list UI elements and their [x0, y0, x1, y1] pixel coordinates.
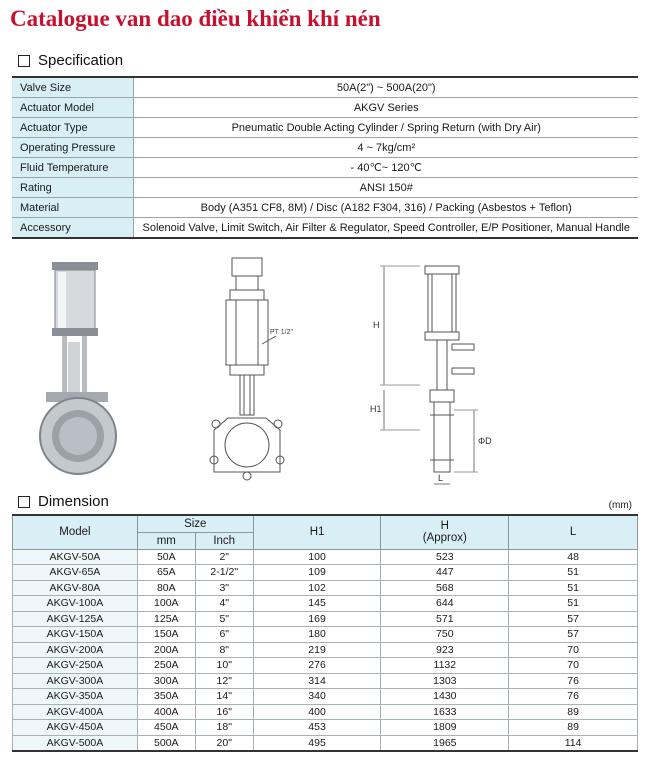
cell-h: 1633 — [381, 704, 509, 720]
cell-h1: 495 — [253, 735, 381, 751]
port-label: PT 1/2" — [270, 329, 293, 336]
cell-inch: 12" — [195, 673, 253, 689]
spec-value: AKGV Series — [134, 98, 638, 118]
spec-label: Actuator Model — [12, 98, 134, 118]
cell-mm: 350A — [137, 689, 195, 705]
table-row — [13, 658, 638, 674]
table-row — [13, 704, 638, 720]
cell-h: 447 — [381, 565, 509, 581]
cell-mm: 80A — [137, 580, 195, 596]
cell-mm: 450A — [137, 720, 195, 736]
spec-value: Body (A351 CF8, 8M) / Disc (A182 F304, 316) / Packing (Asbestos + Teflon) — [134, 198, 638, 218]
table-row — [13, 596, 638, 612]
cell-l: 70 — [509, 658, 638, 674]
cell-model: AKGV-50A — [13, 549, 138, 565]
cell-mm: 250A — [137, 658, 195, 674]
cell-h: 1809 — [381, 720, 509, 736]
cell-inch: 5" — [195, 611, 253, 627]
cell-inch: 8" — [195, 642, 253, 658]
col-header-mm: mm — [137, 532, 195, 549]
col-header-inch: Inch — [195, 532, 253, 549]
dimension-heading — [18, 493, 109, 510]
cell-h1: 219 — [253, 642, 381, 658]
dim-l-label: L — [438, 473, 444, 483]
col-header-h — [381, 515, 509, 549]
cell-l: 51 — [509, 596, 638, 612]
spec-label: Valve Size — [12, 77, 134, 98]
spec-row — [12, 158, 638, 178]
cell-h: 571 — [381, 611, 509, 627]
cell-l: 89 — [509, 704, 638, 720]
col-header-size: Size — [137, 515, 253, 532]
table-row — [13, 735, 638, 751]
spec-row — [12, 77, 638, 98]
cell-inch: 2-1/2" — [195, 565, 253, 581]
cell-model: AKGV-100A — [13, 596, 138, 612]
page-title: Catalogue van dao điều khiển khí nén — [10, 6, 381, 31]
cell-inch: 14" — [195, 689, 253, 705]
cell-inch: 3" — [195, 580, 253, 596]
spec-label: Rating — [12, 178, 134, 198]
cell-mm: 300A — [137, 673, 195, 689]
cell-mm: 200A — [137, 642, 195, 658]
table-row — [13, 642, 638, 658]
cell-model: AKGV-125A — [13, 611, 138, 627]
dimension-heading-label: Dimension — [38, 493, 109, 510]
cell-inch: 16" — [195, 704, 253, 720]
cell-inch: 20" — [195, 735, 253, 751]
cell-inch: 10" — [195, 658, 253, 674]
cell-l: 89 — [509, 720, 638, 736]
dimension-table — [12, 514, 638, 752]
spec-value: - 40℃~ 120℃ — [134, 158, 638, 178]
cell-inch: 18" — [195, 720, 253, 736]
cell-model: AKGV-450A — [13, 720, 138, 736]
spec-row — [12, 218, 638, 239]
cell-h: 1965 — [381, 735, 509, 751]
cell-h1: 109 — [253, 565, 381, 581]
cell-l: 51 — [509, 565, 638, 581]
cell-model: AKGV-400A — [13, 704, 138, 720]
table-row — [13, 673, 638, 689]
cell-mm: 150A — [137, 627, 195, 643]
col-header-h1: H1 — [253, 515, 381, 549]
table-row — [13, 565, 638, 581]
cell-h: 644 — [381, 596, 509, 612]
valve-front-drawing — [380, 266, 478, 484]
cell-inch: 2" — [195, 549, 253, 565]
spec-value: Pneumatic Double Acting Cylinder / Spring Return (with Dry Air) — [134, 118, 638, 138]
cell-h1: 145 — [253, 596, 381, 612]
cell-model: AKGV-80A — [13, 580, 138, 596]
cell-h: 568 — [381, 580, 509, 596]
cell-l: 114 — [509, 735, 638, 751]
spec-value: Solenoid Valve, Limit Switch, Air Filter & Regulator, Speed Controller, E/P Positioner, Manual Handle — [134, 218, 638, 239]
spec-label: Material — [12, 198, 134, 218]
cell-h1: 400 — [253, 704, 381, 720]
cell-l: 76 — [509, 673, 638, 689]
cell-h: 750 — [381, 627, 509, 643]
table-row — [13, 580, 638, 596]
cell-model: AKGV-350A — [13, 689, 138, 705]
cell-h: 1132 — [381, 658, 509, 674]
specification-heading — [18, 52, 123, 69]
cell-model: AKGV-200A — [13, 642, 138, 658]
cell-mm: 125A — [137, 611, 195, 627]
spec-value: 4 ~ 7kg/cm² — [134, 138, 638, 158]
dim-h-label: H — [373, 320, 380, 330]
cell-mm: 65A — [137, 565, 195, 581]
checkbox-square-icon — [18, 55, 30, 67]
cell-h1: 453 — [253, 720, 381, 736]
cell-mm: 50A — [137, 549, 195, 565]
cell-l: 70 — [509, 642, 638, 658]
col-header-model: Model — [13, 515, 138, 549]
spec-row — [12, 98, 638, 118]
cell-mm: 100A — [137, 596, 195, 612]
spec-row — [12, 138, 638, 158]
cell-model: AKGV-300A — [13, 673, 138, 689]
specification-table — [12, 76, 638, 239]
spec-row — [12, 198, 638, 218]
cell-h1: 180 — [253, 627, 381, 643]
spec-value: ANSI 150# — [134, 178, 638, 198]
cell-model: AKGV-65A — [13, 565, 138, 581]
cell-mm: 400A — [137, 704, 195, 720]
cell-h1: 100 — [253, 549, 381, 565]
spec-label: Actuator Type — [12, 118, 134, 138]
cell-l: 57 — [509, 611, 638, 627]
cell-h1: 314 — [253, 673, 381, 689]
valve-drawings — [0, 240, 650, 490]
spec-label: Operating Pressure — [12, 138, 134, 158]
dim-d-label: ΦD — [478, 436, 492, 446]
cell-h1: 169 — [253, 611, 381, 627]
col-header-h-label: H — [440, 520, 449, 533]
cell-inch: 6" — [195, 627, 253, 643]
cell-l: 51 — [509, 580, 638, 596]
table-row — [13, 689, 638, 705]
cell-model: AKGV-500A — [13, 735, 138, 751]
cell-l: 76 — [509, 689, 638, 705]
checkbox-square-icon — [18, 496, 30, 508]
specification-heading-label: Specification — [38, 52, 124, 69]
cell-h1: 340 — [253, 689, 381, 705]
col-header-l: L — [509, 515, 638, 549]
cell-mm: 500A — [137, 735, 195, 751]
spec-value: 50A(2") ~ 500A(20") — [134, 77, 638, 98]
cell-h: 923 — [381, 642, 509, 658]
cell-h: 1430 — [381, 689, 509, 705]
col-header-h-sub: (Approx) — [422, 532, 467, 545]
table-row — [13, 549, 638, 565]
valve-photo — [40, 262, 116, 474]
cell-model: AKGV-250A — [13, 658, 138, 674]
valve-side-drawing — [210, 258, 284, 480]
spec-label: Fluid Temperature — [12, 158, 134, 178]
cell-h: 1303 — [381, 673, 509, 689]
cell-l: 57 — [509, 627, 638, 643]
table-row — [13, 611, 638, 627]
spec-row — [12, 118, 638, 138]
spec-row — [12, 178, 638, 198]
cell-h: 523 — [381, 549, 509, 565]
cell-inch: 4" — [195, 596, 253, 612]
cell-h1: 276 — [253, 658, 381, 674]
spec-label: Accessory — [12, 218, 134, 239]
table-row — [13, 720, 638, 736]
cell-h1: 102 — [253, 580, 381, 596]
cell-l: 48 — [509, 549, 638, 565]
cell-model: AKGV-150A — [13, 627, 138, 643]
table-row — [13, 627, 638, 643]
dim-h1-label: H1 — [370, 404, 382, 414]
unit-label: (mm) — [608, 500, 632, 511]
